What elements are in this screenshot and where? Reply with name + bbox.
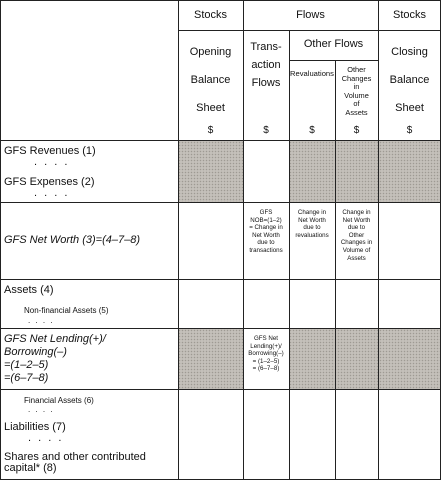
currency-other-changes: $: [353, 125, 360, 136]
dots-financial: . . . .: [28, 405, 55, 414]
header-revaluations: Revaluations: [290, 69, 334, 78]
header-other-changes-volume: Other Changes in Volume of Assets: [341, 65, 372, 117]
cell-net-lending-borrowing: GFS Net Lending(+)/ Borrowing(–) = (1–2–5) = (6–7–8): [248, 335, 284, 373]
row-liabilities: Liabilities (7): [4, 421, 66, 433]
header-stocks-right: Stocks: [392, 9, 426, 21]
currency-revaluations: $: [309, 125, 315, 136]
header-stocks-left: Stocks: [193, 9, 227, 21]
header-closing-balance-sheet: Closing Balance Sheet: [389, 46, 430, 114]
cell-change-due-other-volume: Change in Net Worth due to Other Changes in Volume of Assets: [340, 209, 373, 262]
dots-expenses: . . . .: [34, 187, 70, 199]
row-gfs-expenses: GFS Expenses (2): [4, 176, 95, 188]
cell-nob-change-net-worth: GFS NOB=(1–2) = Change in Net Worth due to transactions: [249, 209, 283, 254]
currency-closing: $: [406, 125, 413, 136]
header-transaction-flows: Trans- action Flows: [250, 41, 282, 89]
currency-transaction: $: [263, 125, 269, 136]
dots-liabilities: . . . .: [28, 432, 64, 444]
header-other-flows: Other Flows: [303, 38, 364, 50]
row-gfs-net-worth: GFS Net Worth (3)=(4–7–8): [4, 234, 141, 246]
cell-change-due-revaluations: Change in Net Worth due to revaluations: [295, 209, 329, 239]
row-gfs-revenues: GFS Revenues (1): [4, 145, 96, 157]
header-opening-balance-sheet: Opening Balance Sheet: [189, 46, 232, 114]
currency-opening: $: [207, 125, 214, 136]
dots-revenues: . . . .: [34, 156, 70, 168]
row-gfs-net-lending: GFS Net Lending(+)/ Borrowing(–) =(1–2–5) =(6–7–8): [4, 333, 106, 384]
header-flows: Flows: [296, 9, 325, 21]
row-financial-assets: Financial Assets (6): [24, 396, 94, 405]
row-nonfinancial-assets: Non-financial Assets (5): [24, 306, 109, 315]
dots-nonfinancial: . . . .: [28, 316, 55, 325]
row-assets: Assets (4): [4, 284, 54, 296]
row-shares-contributed-capital: Shares and other contributed capital* (8): [4, 451, 146, 474]
